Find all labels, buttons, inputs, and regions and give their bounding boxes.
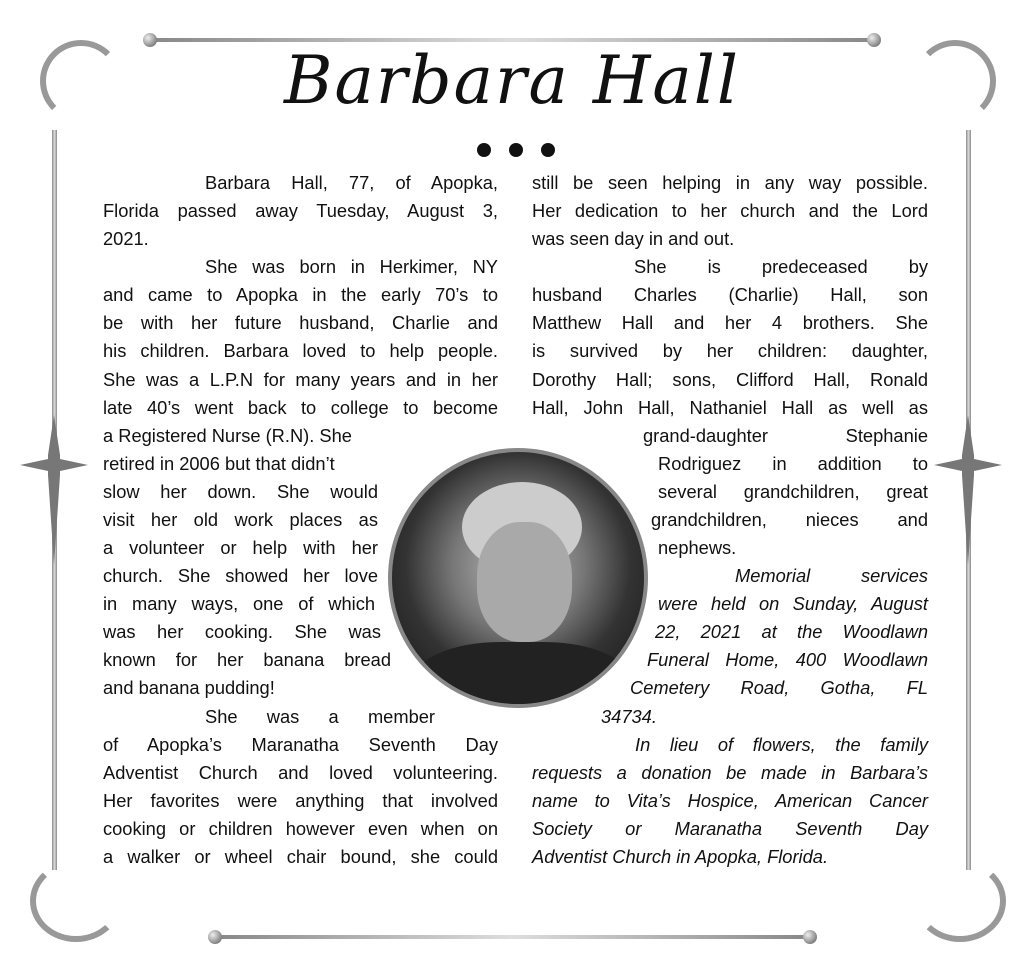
left-column-line: a walker or wheel chair bound, she could [103,845,498,867]
left-column-line: Barbara Hall, 77, of Apopka, [205,172,498,193]
ornament-knob [208,930,222,944]
right-column-line: grand-daughter Stephanie [643,424,928,446]
left-column-line: She was a L.P.N for many years and in her [103,368,498,390]
left-column-line: of Apopka’s Maranatha Seventh Day [103,733,498,755]
divider-dot [509,143,523,157]
left-column-line: slow her down. She would [103,480,378,502]
ornament-knob [803,930,817,944]
right-column-line: Her dedication to her church and the Lord [532,200,928,222]
right-column-line: is survived by her children: daughter, [532,340,928,362]
right-column-line: She is predeceased by [634,256,928,278]
right-column-line: Hall, John Hall, Nathaniel Hall as well as [532,396,928,418]
right-column-line: Society or Maranatha Seventh Day [532,817,928,839]
left-column-line: Adventist Church and loved volunteering. [103,761,498,783]
right-column-line: grandchildren, nieces and [651,508,928,530]
divider-dot [541,143,555,157]
right-column-line: Funeral Home, 400 Woodlawn [647,649,928,671]
left-column-line: a volunteer or help with her [103,537,378,559]
scroll-ornament [914,860,1006,942]
right-column-line: was seen day in and out. [532,228,735,250]
right-column-line: Adventist Church in Apopka, Florida. [532,845,829,867]
right-column-line: Cemetery Road, Gotha, FL [630,677,928,699]
right-column-line: Rodriguez in addition to [658,452,928,474]
left-column-line: be with her future husband, Charlie and [103,312,498,334]
right-column-line: still be seen helping in any way possible. [532,172,928,193]
cross-icon [930,415,1006,565]
left-column-line: late 40’s went back to college to become [103,396,498,418]
right-column-line: name to Vita’s Hospice, American Cancer [532,789,928,811]
left-column-line: Florida passed away Tuesday, August 3, [103,200,498,222]
left-column-line: and came to Apopka in the early 70’s to [103,284,498,306]
right-column-line: 34734. [601,705,657,727]
left-column-line: She was born in Herkimer, NY [205,256,498,278]
cross-icon [16,415,92,565]
left-column-line: was her cooking. She was [103,621,381,643]
divider-dot [477,143,491,157]
left-column-line: in many ways, one of which [103,593,375,615]
left-column-line: known for her banana bread [103,649,391,671]
left-column-line: a Registered Nurse (R.N). She [103,424,352,446]
obituary-title: Barbara Hall [284,42,740,119]
border-bottom [215,935,809,939]
left-column-line: visit her old work places as [103,508,378,530]
right-column-line: nephews. [658,537,737,559]
right-column-line: Dorothy Hall; sons, Clifford Hall, Ronald [532,368,928,390]
right-column-line: 22, 2021 at the Woodlawn [655,621,928,643]
left-column-line: 2021. [103,228,149,250]
right-column-line: In lieu of flowers, the family [635,733,928,755]
right-column-line: several grandchildren, great [658,480,928,502]
right-column-line: were held on Sunday, August [658,593,928,615]
left-column-line: Her favorites were anything that involved [103,789,498,811]
left-column-line: retired in 2006 but that didn’t [103,452,335,474]
left-column-line: church. She showed her love [103,565,378,587]
left-column-line: and banana pudding! [103,677,275,699]
right-column-line: Matthew Hall and her 4 brothers. She [532,312,928,334]
right-column-line: requests a donation be made in Barbara’s [532,761,928,783]
scroll-ornament [30,860,122,942]
left-column-line: She was a member [205,705,435,727]
left-column-line: cooking or children however even when on [103,817,498,839]
right-column-line: Memorial services [735,565,928,587]
left-column-line: his children. Barbara loved to help people. [103,340,498,362]
right-column-line: husband Charles (Charlie) Hall, son [532,284,928,306]
portrait-photo [388,448,648,708]
